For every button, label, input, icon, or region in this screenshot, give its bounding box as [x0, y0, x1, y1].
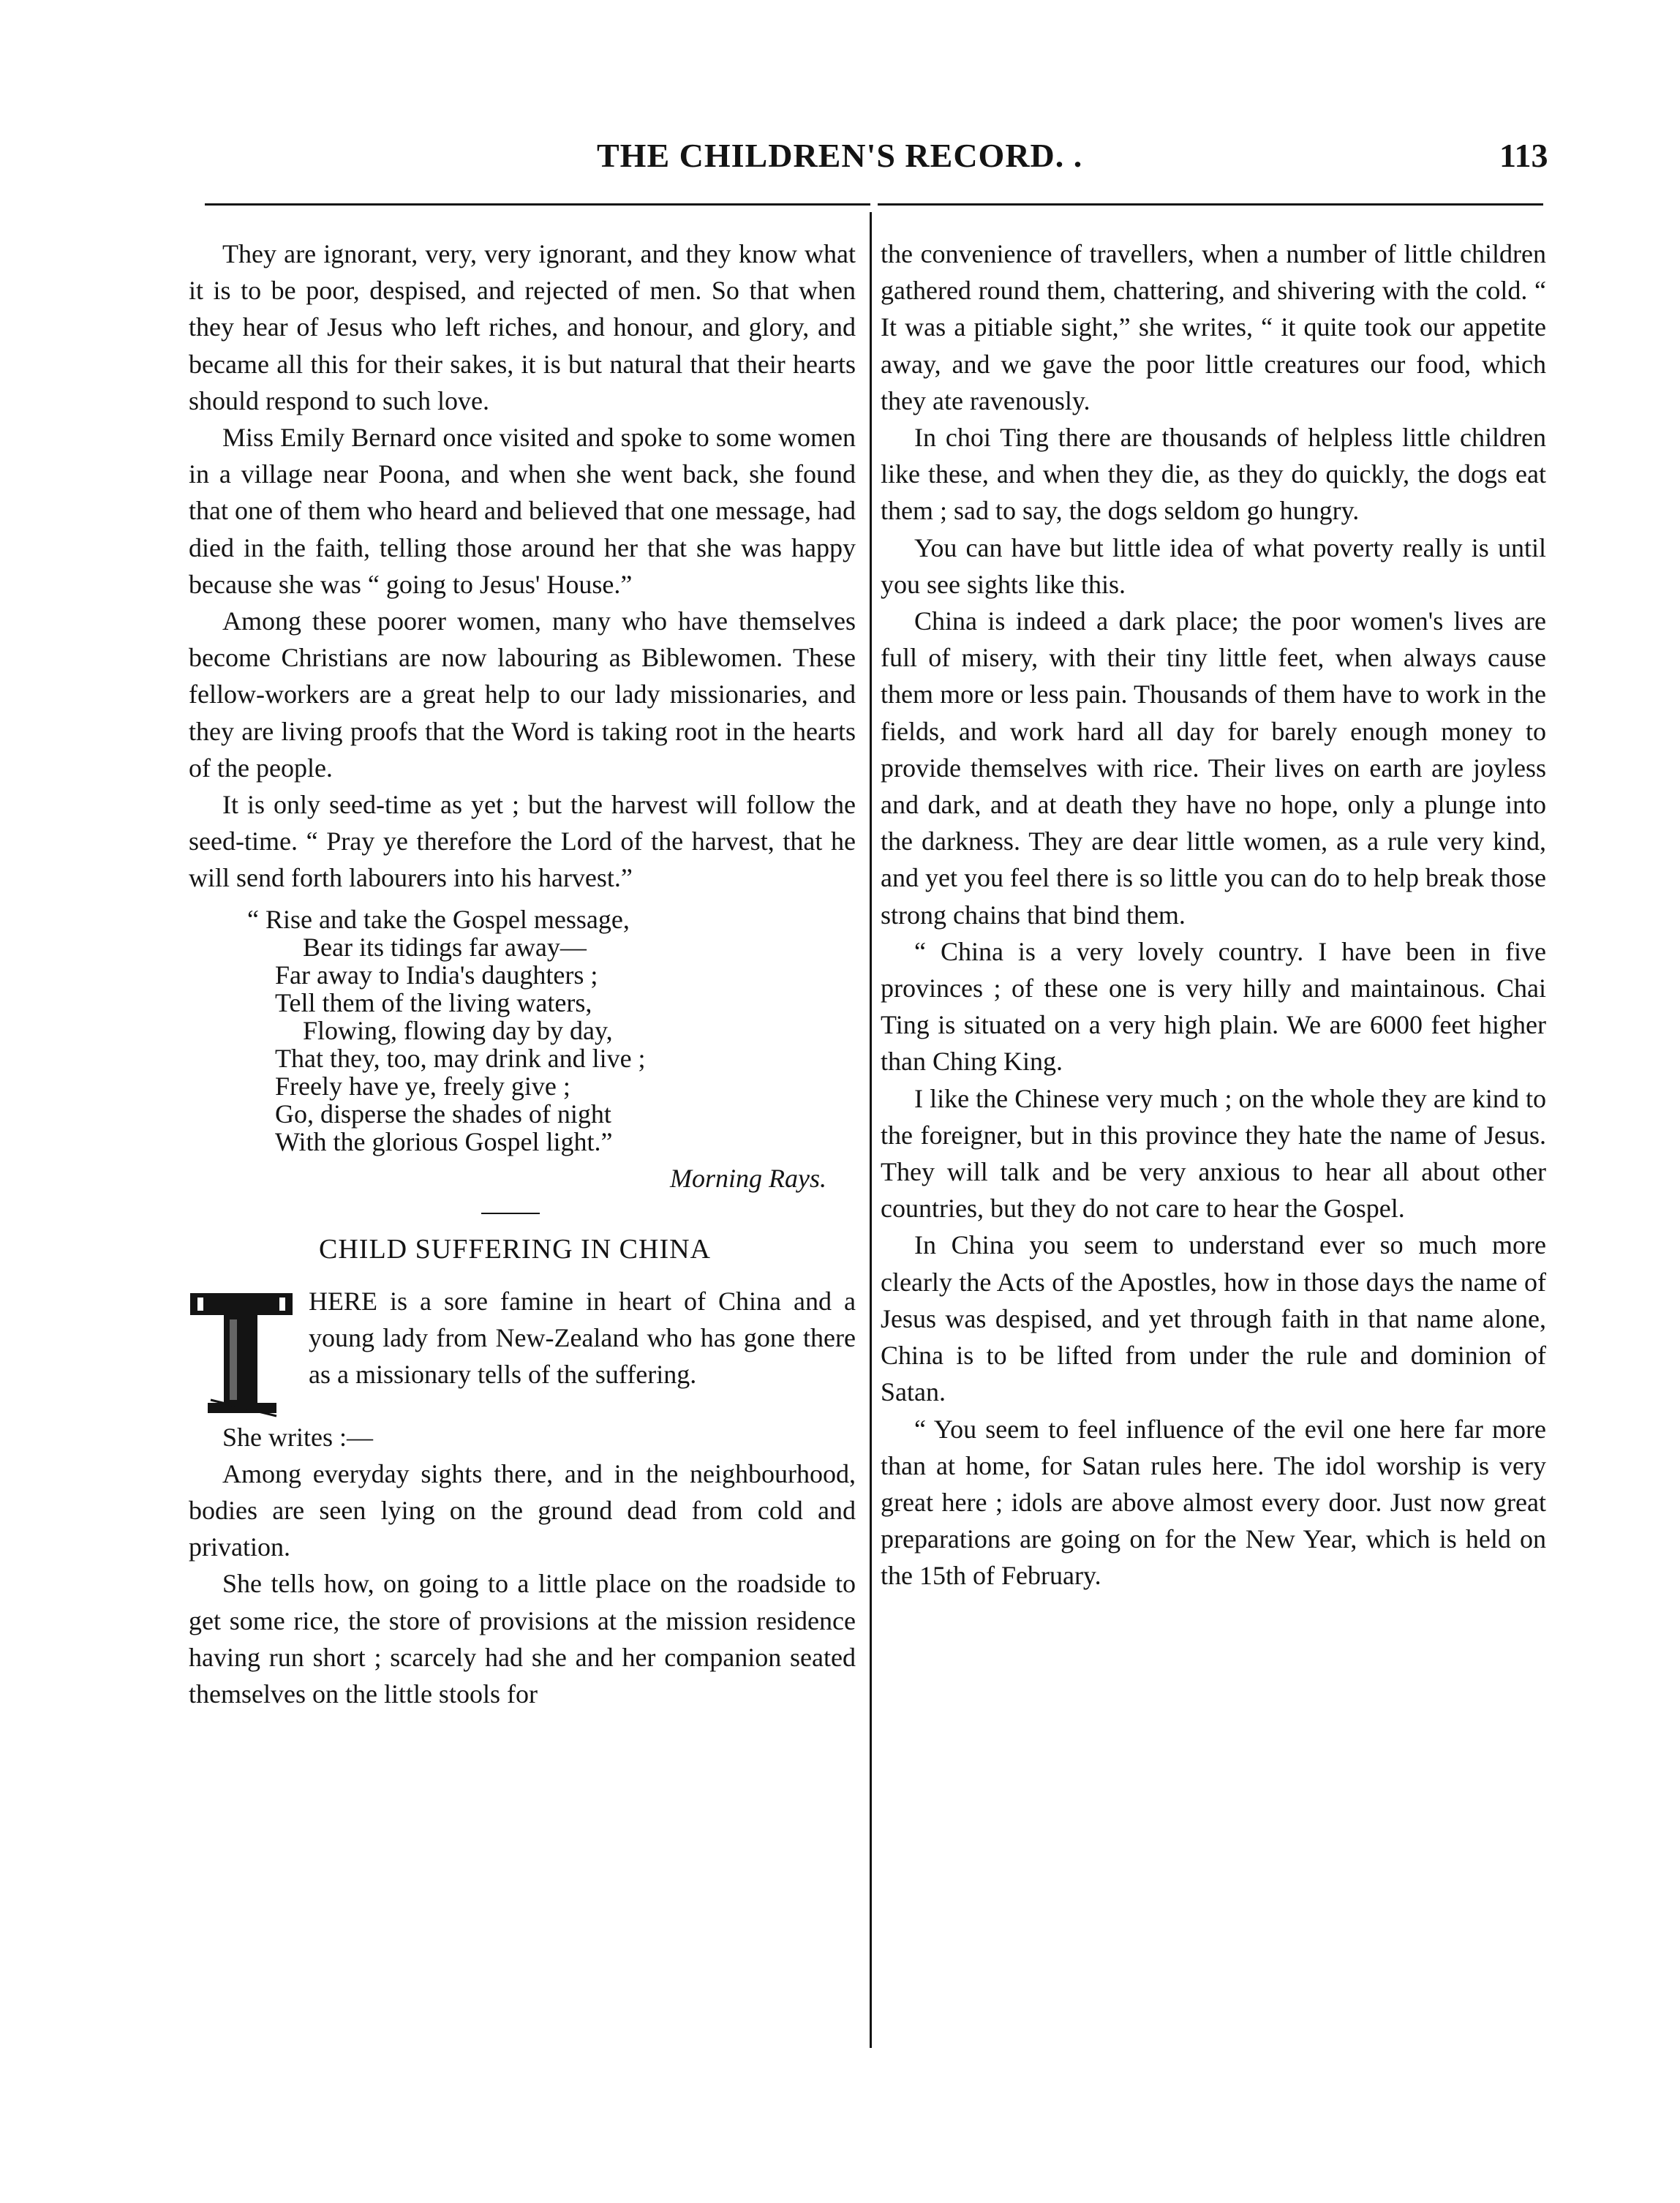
section-heading: CHILD SUFFERING IN CHINA: [319, 1233, 711, 1265]
paragraph: It is only seed-time as yet ; but the harvest will follow the seed-time. “ Pray ye therefore the Lord of the harvest, that he will send forth labourers into his harvest.”: [189, 790, 856, 893]
paragraph: the convenience of travellers, when a number of little children gathered round them, chattering, and shivering with the cold. “ It was a pitiable sight,” she writes, “ it quite took our appetite away, and we gave the poor little creatures our food, which they ate ravenously.: [881, 239, 1546, 415]
paragraph: She tells how, on going to a little place on the roadside to get some rice, the store of provisions at the mission residence having run short ; scarcely had she and her companion seated themselves on the little stools for: [189, 1569, 856, 1709]
poem: [189, 905, 856, 1156]
dropcap-paragraph: [189, 1283, 856, 1419]
poem-line: Bear its tidings far away—: [303, 932, 587, 962]
paragraph: In China you seem to understand ever so much more clearly the Acts of the Apostles, how in those days the name of Jesus was despised, and yet through faith in that name alone, China is to be lifted from under the rule and dominion of Satan.: [881, 1230, 1546, 1407]
poem-line: Freely have ye, freely give ;: [275, 1071, 570, 1101]
paragraph: In choi Ting there are thousands of helpless little children like these, and when they die, as they do quickly, the dogs eat them ; sad to say, the dogs seldom go hungry.: [881, 423, 1546, 526]
paragraph: “ You seem to feel influence of the evil one here far more than at home, for Satan rules here. The idol worship is very great here ; idols are above almost every door. Just now great preparations are going on for the New Year, which is held on the 15th of February.: [881, 1414, 1546, 1591]
left-column: [189, 236, 856, 1712]
paragraph: They are ignorant, very, very ignorant, and they know what it is to be poor, despised, and rejected of men. So that when they hear of Jesus who left riches, and honour, and glory, and became all this for their sakes, it is but natural that their hearts should respond to such love.: [189, 239, 856, 415]
paragraph: She writes :—: [222, 1422, 373, 1452]
section-divider: [481, 1213, 540, 1214]
header-rule-right: [878, 203, 1543, 206]
poem-line: Go, disperse the shades of night: [275, 1099, 611, 1129]
column-divider: [870, 212, 872, 2048]
poem-line: Flowing, flowing day by day,: [303, 1015, 613, 1045]
paragraph: China is indeed a dark place; the poor women's lives are full of misery, with their tiny little feet, when always cause them more or less pain. Thousands of them have to work in the fields, and work hard all day for barely enough money to provide themselves with rice. Their lives on earth are joyless and dark, and at death they have no hope, only a plunge into the darkness. They are dear little women, as a rule very kind, and yet you feel there is so little you can do to help break those strong chains that bind them.: [881, 606, 1546, 930]
paragraph: HERE is a sore famine in heart of China and a young lady from New-Zealand who has gone there as a missionary tells of the suffering.: [309, 1286, 856, 1390]
right-column: [881, 236, 1546, 1594]
paragraph: You can have but little idea of what poverty really is until you see sights like this.: [881, 532, 1546, 599]
dropcap-letter-t: [189, 1290, 298, 1419]
poem-line: With the glorious Gospel light.”: [275, 1126, 613, 1156]
paragraph: Miss Emily Bernard once visited and spoke to some women in a village near Poona, and when she went back, she found that one of them who heard and believed that one message, had died in the faith, telling those around her that she was happy because she was “ going to Jesus' House.”: [189, 423, 856, 599]
paragraph: Among everyday sights there, and in the neighbourhood, bodies are seen lying on the ground dead from cold and privation.: [189, 1458, 856, 1562]
poem-attribution: Morning Rays.: [670, 1163, 826, 1193]
poem-line: Tell them of the living waters,: [275, 987, 592, 1017]
running-head-title: THE CHILDREN'S RECORD. .: [597, 137, 1083, 174]
poem-line: “ Rise and take the Gospel message,: [247, 904, 630, 934]
poem-line: Far away to India's daughters ;: [275, 960, 598, 990]
page-number: 113: [1499, 137, 1548, 174]
paragraph: “ China is a very lovely country. I have been in five provinces ; of these one is very hilly and maintainous. Chai Ting is situated on a very high plain. We are 6000 feet higher than Ching King.: [881, 936, 1546, 1077]
paragraph: I like the Chinese very much ; on the whole they are kind to the foreigner, but in this province they hate the name of Jesus. They will talk and be very anxious to hear all about other countries, but they do not care to hear the Gospel.: [881, 1083, 1546, 1224]
paragraph: Among these poorer women, many who have themselves become Christians are now labouring as Biblewomen. These fellow-workers are a great help to our lady missionaries, and they are living proofs that the Word is taking root in the hearts of the people.: [189, 606, 856, 783]
header-rule-left: [205, 203, 870, 206]
poem-line: That they, too, may drink and live ;: [275, 1043, 646, 1073]
